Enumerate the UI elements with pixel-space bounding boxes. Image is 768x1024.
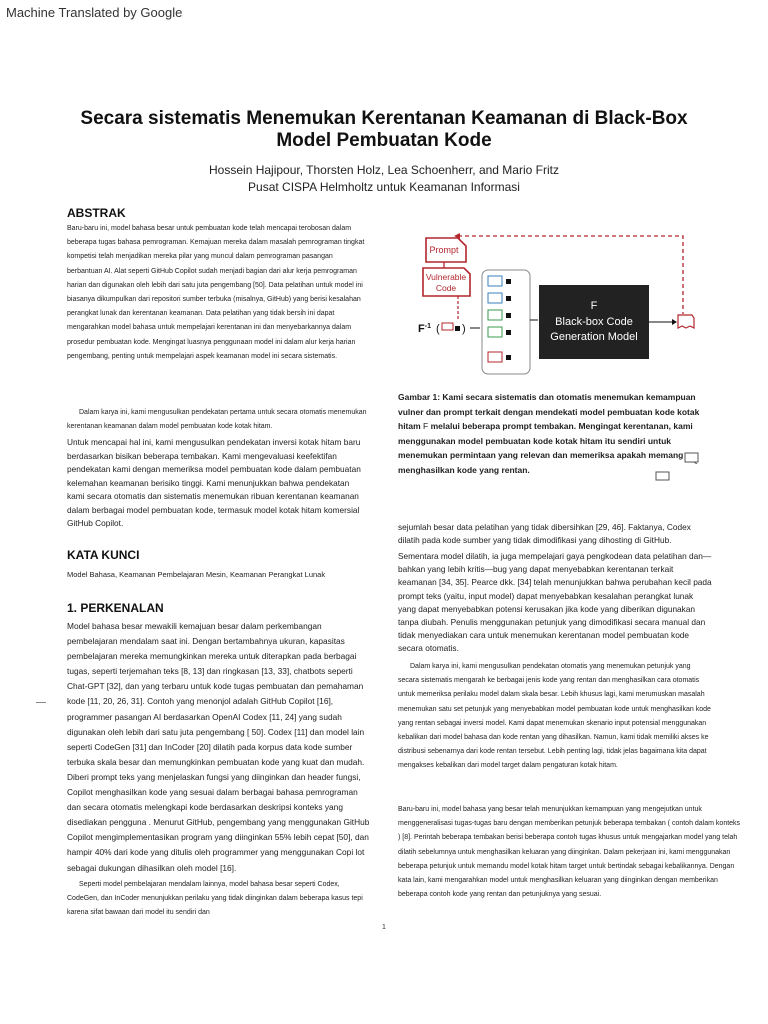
abstract-heading: ABSTRAK xyxy=(67,206,126,220)
inverse-input-square xyxy=(455,326,460,331)
stack-doc-5 xyxy=(488,352,502,362)
inverse-f-label: $F^{-1}$ xyxy=(418,323,431,335)
page-number: 1 xyxy=(382,924,386,931)
stack-square-3 xyxy=(506,313,511,318)
close-paren: ) xyxy=(462,323,466,335)
abstract-paragraph-2b: Untuk mencapai hal ini, kami mengusulkan pendekatan inversi kotak hitam baru berdasarkan bisikan beberapa tembakan. Kami mengevaluasi keefektifan pendekatan kami dengan memeriksa model pembuatan kode dalam pembuatan kelemahan keamanan berisiko tinggi. Kami menunjukkan bahwa pendekatan kami secara otomatis dan sistematis menemukan ribuan kerentanan keamanan dalam berbagai model pembuatan kode, termasuk model kotak hitam komersial GitHub Copilot. xyxy=(67,437,361,528)
inverse-input-icon xyxy=(442,323,453,330)
keywords-text: Model Bahasa, Keamanan Pembelajaran Mesin, Keamanan Perangkat Lunak xyxy=(67,570,326,579)
message-icon xyxy=(684,452,700,464)
authors: Hossein Hajipour, Thorsten Holz, Lea Schoenherr, and Mario Fritz xyxy=(209,163,559,177)
stack-doc-3 xyxy=(488,310,502,320)
open-paren: ( xyxy=(436,323,440,335)
prompt-document-icon xyxy=(426,238,466,262)
margin-mark xyxy=(36,702,46,703)
stack-square-5 xyxy=(506,355,511,360)
affiliation: Pusat CISPA Helmholtz untuk Keamanan Informasi xyxy=(248,180,520,194)
figure-1 xyxy=(398,222,708,387)
box-f-label: F xyxy=(590,300,598,312)
output-arrowhead xyxy=(672,319,677,325)
stack-doc-2 xyxy=(488,293,502,303)
right-paragraph-2: Sementara model dilatih, ia juga mempelajari gaya pengkodean data pelatihan dan—bahkan yang lebih kritis—bug yang dapat menyebabkan kerentanan terkait keamanan [34, 35]. Pearce dkk. [34] telah menunjukkan bahwa perubahan kecil pada prompt teks (yaitu, input model) dapat menyebabkan kesalahan perangkat lunak yang dapat menyebabkan potensi kerusakan jika kode yang diberikan digunakan tanpa diubah. Penulis menggunakan petunjuk yang dimodifikasi secara manual dan tidak menyediakan cara untuk menemukan kerentanan model pembuatan kode secara otomatis. xyxy=(398,551,712,654)
intro-heading: 1. PERKENALAN xyxy=(67,601,164,615)
abstract-paragraph-1: Baru-baru ini, model bahasa besar untuk pembuatan kode telah mencapai terobosan dalam beberapa tugas bahasa pemrograman. Kemajuan mereka dalam masalah pemrograman tingkat kompetisi telah menjadikan mereka pilar yang muncul dalam pemrograman pasangan berbantuan AI. Alat seperti GitHub Copilot sudah menjadi bagian dari alur kerja pemrograman harian dan digunakan oleh lebih dari satu juta pengembang [50]. Data pelatihan untuk model ini biasanya dikumpulkan dari repositori sumber terbuka (misalnya, GitHub) yang berisi kesalahan perangkat lunak dan kerentanan keamanan. Data pelatihan yang tidak bersih ini dapat mengarahkan model bahasa untuk mempelajari kerentanan ini dan menyebarkannya dalam prosedur pembuatan kode. Mengingat luasnya penggunaan model ini dalam alur kerja harian pengembang, penting untuk mempelajari aspek keamanan model ini secara sistematis. xyxy=(67,225,365,360)
right-paragraph-3: Dalam karya ini, kami mengusulkan pendekatan otomatis yang menemukan petunjuk yang secara sistematis mengarah ke berbagai jenis kode yang rentan dan menghasilkan cara otomatis untuk memeriksa perilaku model dalam skala besar. Lebih khusus lagi, kami merumuskan masalah menemukan satu set petunjuk yang menyebabkan model pembuatan kode untuk menghasilkan kode yang rentan sebagai inversi model. Kami dapat menemukan skenario input potensial menggunakan kebalikan dari model bahasa dan kode rentan yang dihasilkan. Namun, kami tidak memiliki akses ke distribusi sebenarnya dari kode rentan tersebut. Lebih penting lagi, tidak jelas bagaimana kita dapat mengakses kebalikan dari model target dalam pengaturan kotak hitam. xyxy=(398,663,711,770)
box-label-line-2: Black-box Code xyxy=(555,316,633,328)
title-line-2: Model Pembuatan Kode xyxy=(276,130,492,151)
figure-1-diagram xyxy=(398,222,708,382)
stack-square-2 xyxy=(506,296,511,301)
abstract-paragraph-2a: Dalam karya ini, kami mengusulkan pendekatan pertama untuk secara otomatis menemukan kerentanan keamanan dalam model pembuatan kode kotak hitam. xyxy=(67,409,367,431)
message-icon-2 xyxy=(655,470,671,482)
box-label-line-3: Generation Model xyxy=(550,331,638,343)
generated-code-icon xyxy=(678,315,694,328)
stack-square-1 xyxy=(506,279,511,284)
vulnerable-code-document-icon xyxy=(423,268,470,296)
intro-paragraph-1: Model bahasa besar mewakili kemajuan besar dalam perkembangan pembelajaran mendalam saat ini. Dengan bertambahnya ukuran, kapasitas pembelajaran mereka memungkinkan mereka untuk diterapkan pada berbagai tugas, seperti terjemahan teks [8, 13] dan ringkasan [13, 33], chatbots seperti Chat-GPT [32], dan yang terbaru untuk kode tugas pembuatan dan pemahaman kode [11, 20, 26, 31]. Contoh yang menonjol adalah GitHub Copilot [16], programmer pasangan AI berdasarkan OpenAI Codex [11, 24] yang sudah digunakan oleh lebih dari satu juta pengembang [ 50]. Codex [11] dan model lain seperti CodeGen [31] dan InCoder [20] dilatih pada korpus data kode sumber terbuka skala besar dan memungkinkan pembuatan kode yang kuat dan mudah. Diberi prompt teks yang menjelaskan fungsi yang diinginkan dan header fungsi, Copilot menghasilkan kode yang sesuai dalam berbagai bahasa pemrograman dan secara otomatis melengkapi kode berdasarkan deskripsi konteks yang disediakan pengguna . Menurut GitHub, pengembang yang menggunakan GitHub Copilot mengimplementasikan program yang diinginkan 55% lebih cepat [50], dan hampir 40% dari kode yang ditulis oleh programmer yang menggunakan Copi lot sebagai dukungan dihasilkan oleh model [16]. xyxy=(67,621,370,873)
prompt-label: Prompt xyxy=(429,245,459,255)
code-label: Code xyxy=(435,283,457,293)
vulnerable-label: Vulnerable xyxy=(425,272,467,282)
stack-doc-4 xyxy=(488,327,502,337)
intro-paragraph-2: Seperti model pembelajaran mendalam lainnya, model bahasa besar seperti Codex, CodeGen, dan InCoder menunjukkan perilaku yang tidak diinginkan dalam beberapa kasus tepi karena sifat bawaan dari model itu sendiri dan xyxy=(67,881,363,917)
title-line-1: Secara sistematis Menemukan Kerentanan Keamanan di Black-Box xyxy=(80,108,688,129)
stack-doc-1 xyxy=(488,276,502,286)
right-paragraph-4: Baru-baru ini, model bahasa yang besar telah menunjukkan kemampuan yang mengejutkan untuk menggeneralisasi tugas-tugas baru dengan memberikan petunjuk beberapa tembakan ( contoh dalam konteks ) [8]. Perintah beberapa tembakan berisi beberapa contoh tugas khusus untuk mengajarkan model yang telah dilatih sebelumnya untuk menghasilkan keluaran yang diinginkan. Dalam pekerjaan ini, kami menggunakan beberapa petunjuk untuk memandu model kotak hitam target untuk bertindak sebagai kebalikannya. Dengan kata lain, kami mengarahkan model untuk menghasilkan keluaran yang diinginkan dengan memberikan beberapa contoh kode yang rentan dan petunjuknya yang sesuai. xyxy=(398,806,741,899)
right-paragraph-1: sejumlah besar data pelatihan yang tidak dibersihkan [29, 46]. Faktanya, Codex dilatih pada kode sumber yang tidak dimodifikasi yang dihosting di GitHub. xyxy=(398,522,691,545)
machine-translation-banner: Machine Translated by Google xyxy=(6,5,183,20)
keywords-heading: KATA KUNCI xyxy=(67,548,140,562)
paper-title xyxy=(60,108,708,152)
stack-square-4 xyxy=(506,330,511,335)
figure-caption: Gambar 1: Kami secara sistematis dan otomatis menemukan kemampuan vulner dan prompt terkait dengan mendekati model pembuatan kode kotak hitam F melalui beberapa prompt tembakan. Mengingat kerentanan, kami menggunakan model pembuatan kode kotak hitam itu sendiri untuk menemukan permintaan yang relevan dan memeriksa apakah memang menghasilkan kode yang rentan. xyxy=(398,392,700,475)
